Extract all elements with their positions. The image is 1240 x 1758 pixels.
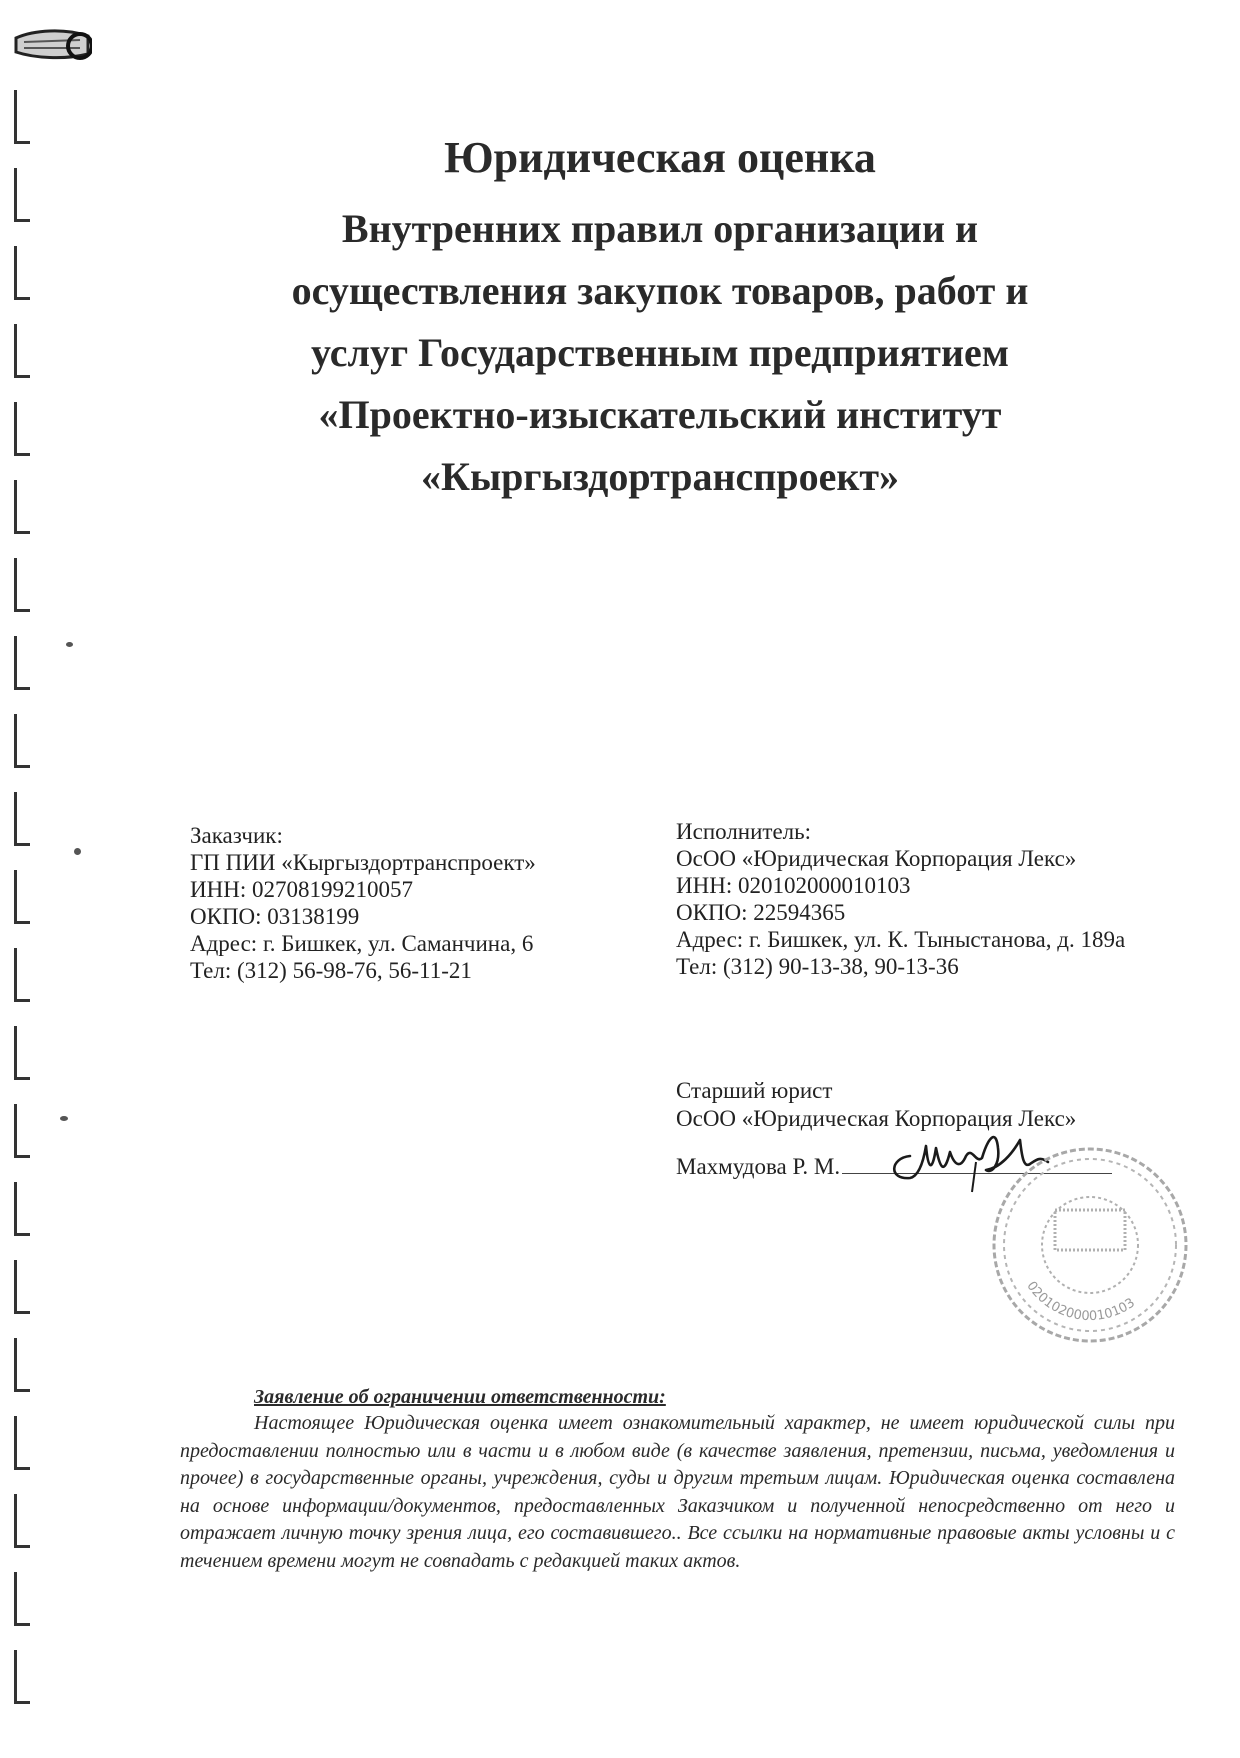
disclaimer-heading: Заявление об ограничении ответственности: xyxy=(254,1386,666,1408)
executor-okpo: ОКПО: 22594365 xyxy=(676,900,846,925)
binder-clip-icon xyxy=(14,20,92,68)
document-subtitle-line: осуществления закупок товаров, работ и xyxy=(291,268,1029,313)
customer-inn: ИНН: 02708199210057 xyxy=(190,877,413,902)
binding-hole xyxy=(14,870,30,924)
disclaimer-body: Настоящее Юридическая оценка имеет ознакомительный характер, не имеет юридической силы при предоставлении полностью или в части и в любом виде (в качестве заявления, претензии, письма, уведомления и прочее) в государственные органы, учреждения, суды и другим третьим лицам. Юридическая оценка составлена на основе информации/документов, предоставленных Заказчиком и полученной непосредственно от него и отражает личную точку зрения лица, его составившего.. Все ссылки на нормативные правовые акты условны и с течением времени могут не совпадать с редакцией таких актов. xyxy=(180,1412,1175,1572)
customer-okpo: ОКПО: 03138199 xyxy=(190,904,360,929)
customer-address: Адрес: г. Бишкек, ул. Саманчина, 6 xyxy=(190,931,534,956)
executor-details xyxy=(676,818,1136,980)
executor-inn: ИНН: 020102000010103 xyxy=(676,873,911,898)
customer-label: Заказчик: xyxy=(190,823,283,848)
binding-hole xyxy=(14,402,30,456)
binding-hole xyxy=(14,1572,30,1626)
company-stamp xyxy=(985,1140,1195,1350)
binding-hole xyxy=(14,1494,30,1548)
svg-text:020102000010103 xyxy=(1023,1279,1138,1324)
binding-hole xyxy=(14,1416,30,1470)
signer-company: ОсОО «Юридическая Корпорация Лекс» xyxy=(676,1106,1077,1131)
document-subtitle-line: Внутренних правил организации и xyxy=(341,206,979,251)
binding-hole xyxy=(14,246,30,300)
customer-details xyxy=(190,822,610,984)
document-title: Юридическая оценка xyxy=(444,133,876,182)
binding-hole xyxy=(14,636,30,690)
signer-position: Старший юрист xyxy=(676,1078,833,1103)
binding-hole xyxy=(14,90,30,144)
stamp-number: 020102000010103 xyxy=(1023,1278,1138,1325)
binding-hole xyxy=(14,324,30,378)
spiral-binding xyxy=(14,40,34,1740)
executor-name: ОсОО «Юридическая Корпорация Лекс» xyxy=(676,846,1077,871)
executor-address: Адрес: г. Бишкек, ул. К. Тыныстанова, д. 189а xyxy=(676,927,1126,952)
signer-name: Махмудова Р. М. xyxy=(676,1154,841,1179)
executor-label: Исполнитель: xyxy=(676,819,812,844)
document-subtitle-line: «Кыргыздортранспроект» xyxy=(420,454,900,499)
binding-hole xyxy=(14,168,30,222)
scan-speck xyxy=(60,1116,68,1121)
scan-speck xyxy=(74,848,81,855)
binding-hole xyxy=(14,558,30,612)
binding-hole xyxy=(14,948,30,1002)
document-subtitle-line: «Проектно-изыскательский институт xyxy=(318,392,1002,437)
binding-hole xyxy=(14,1338,30,1392)
binding-hole xyxy=(14,1182,30,1236)
document-title-block xyxy=(150,128,1170,508)
binding-hole xyxy=(14,714,30,768)
binding-hole xyxy=(14,1260,30,1314)
customer-phone: Тел: (312) 56-98-76, 56-11-21 xyxy=(190,958,472,983)
binding-hole xyxy=(14,1650,30,1704)
customer-name: ГП ПИИ «Кыргыздортранспроект» xyxy=(190,850,536,875)
executor-phone: Тел: (312) 90-13-38, 90-13-36 xyxy=(676,954,959,979)
binding-hole xyxy=(14,1026,30,1080)
binding-hole xyxy=(14,480,30,534)
binding-hole xyxy=(14,1104,30,1158)
disclaimer-section xyxy=(180,1384,1175,1575)
scan-speck xyxy=(66,642,73,647)
binding-hole xyxy=(14,792,30,846)
document-subtitle-line: услуг Государственным предприятием xyxy=(310,330,1009,375)
